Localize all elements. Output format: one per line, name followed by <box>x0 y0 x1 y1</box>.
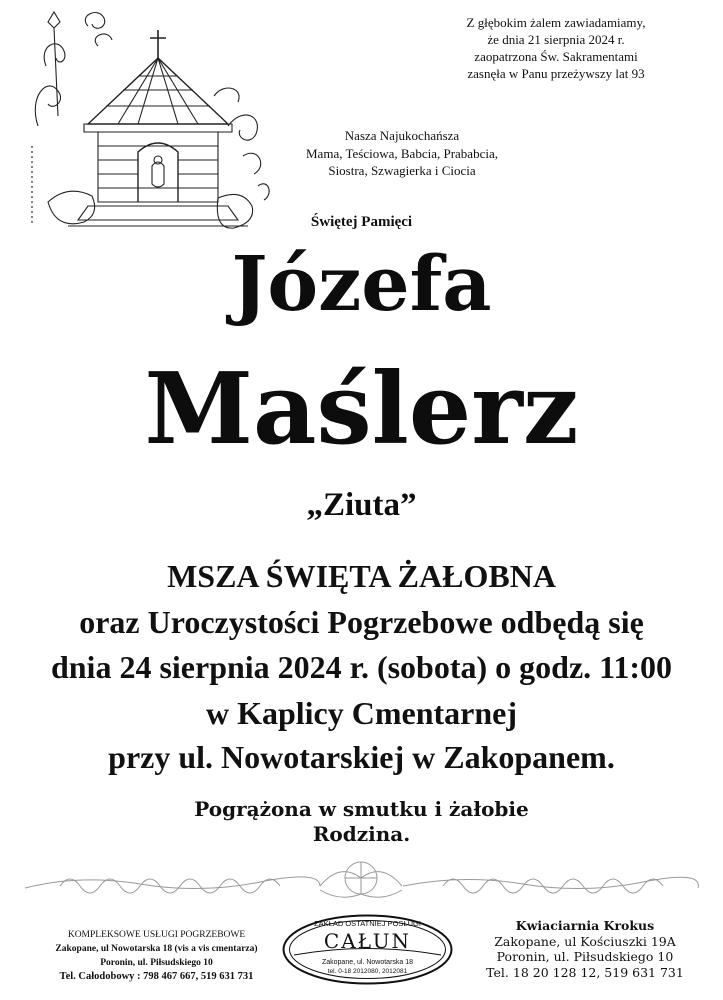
announcement-line: że dnia 21 sierpnia 2024 r. <box>487 32 625 47</box>
mourners-signature: Rodzina. <box>312 822 411 846</box>
ceremony-line-address: przy ul. Nowotarskiej w Zakopanem. <box>108 739 615 775</box>
wooden-chapel-icon <box>28 6 274 240</box>
calun-logo <box>280 912 455 987</box>
florist-phone: Tel. 18 20 128 12, 519 631 731 <box>486 964 684 980</box>
services-phone: Tel. Całodobowy : 798 467 667, 519 631 731 <box>59 971 254 982</box>
ceremony-line-place: w Kaplicy Cmentarnej <box>205 695 518 731</box>
funeral-services-info <box>14 928 299 984</box>
relations-line: Nasza Najukochańsza <box>344 128 460 143</box>
ceremony-line-date: dnia 24 sierpnia 2024 r. (sobota) o godz. 11:00 <box>50 649 673 685</box>
announcement-line: zasnęła w Panu przeżywszy lat 93 <box>467 66 645 81</box>
memory-label: Świętej Pamięci <box>310 214 413 230</box>
logo-top-text: ZAKŁAD OSTATNIEJ POSŁUGI <box>314 919 421 928</box>
florist-address-zakopane: Zakopane, ul Kościuszki 19A <box>494 933 676 949</box>
relations-line: Siostra, Szwagierka i Ciocia <box>328 163 476 178</box>
announcement-line: Z głębokim żalem zawiadamiamy, <box>466 15 646 30</box>
services-title: KOMPLEKSOWE USŁUGI POGRZEBOWE <box>67 930 246 940</box>
family-relations <box>282 127 522 180</box>
announcement-line: zaopatrzona Św. Sakramentami <box>474 49 638 64</box>
ceremony-line-mass: MSZA ŚWIĘTA ŻAŁOBNA <box>167 558 556 594</box>
floral-ornament-divider <box>20 856 703 906</box>
florist-title: Kwiaciarnia Krokus <box>515 918 655 933</box>
deceased-nickname: „Ziuta” <box>306 487 417 523</box>
logo-address: Zakopane, ul. Nowotarska 18 <box>321 959 414 966</box>
deceased-last-name: Maślerz <box>144 352 579 467</box>
mourners-line: Pogrążona w smutku i żałobie <box>194 797 529 821</box>
services-address-zakopane: Zakopane, ul Nowotarska 18 (vis a vis cmentarza) <box>55 944 258 954</box>
services-address-poronin: Poronin, ul. Piłsudskiego 10 <box>100 958 213 968</box>
relations-line: Mama, Teściowa, Babcia, Prababcia, <box>306 145 498 161</box>
florist-info <box>455 918 715 980</box>
death-announcement <box>441 14 671 82</box>
ceremony-line-funeral: oraz Uroczystości Pogrzebowe odbędą się <box>79 604 644 640</box>
florist-address-poronin: Poronin, ul. Piłsudskiego 10 <box>496 949 674 964</box>
logo-phones: tel. 0-18 2012080, 2012081 <box>327 968 408 975</box>
deceased-first-name: Józefa <box>231 239 492 328</box>
logo-name: CAŁUN <box>323 929 412 953</box>
